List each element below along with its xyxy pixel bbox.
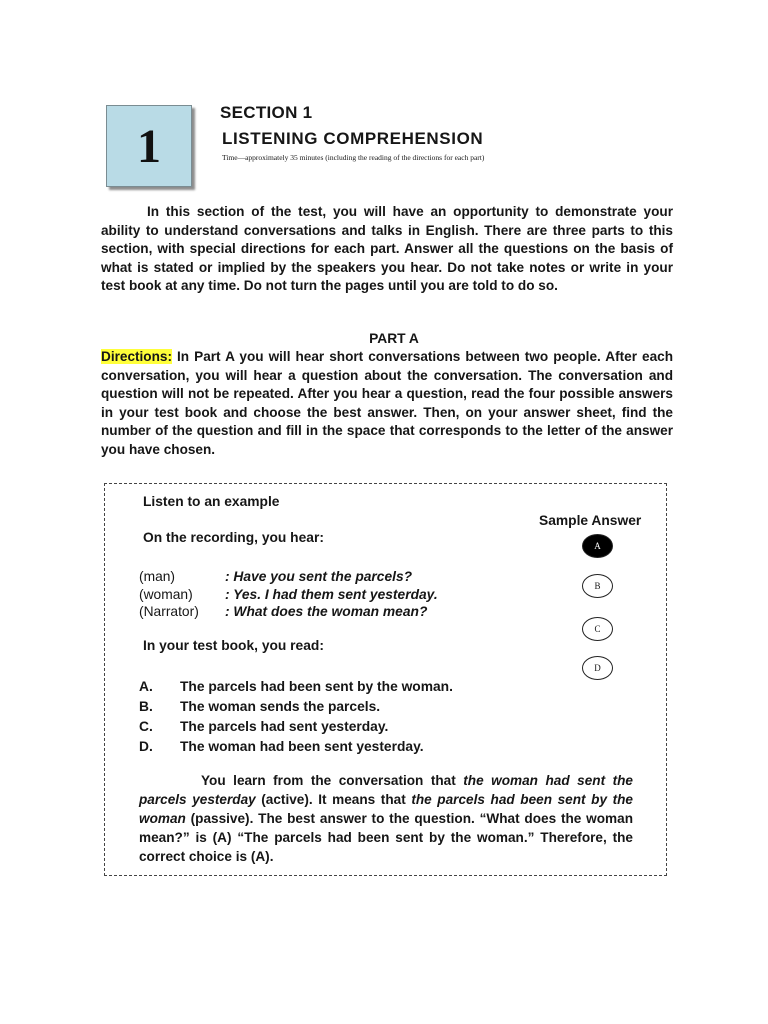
explanation-text: (passive). The best answer to the question. “What does the woman mean?” is (A) “The parcels had been sent by the woman.” Therefore, the correct choice is (A).	[139, 811, 633, 864]
choice-row	[139, 717, 453, 737]
listen-label: Listen to an example	[143, 494, 280, 509]
explanation-text: (active). It means that	[255, 792, 412, 807]
directions-label: Directions:	[101, 349, 173, 364]
choice-text: The parcels had been sent by the woman.	[180, 679, 453, 694]
directions-text: In Part A you will hear short conversations between two people. After each conversation, you will hear a question about the conversation. The conversation and question will not be repeated. After you hear a question, read the four possible answers in your test book and choose the best answer. Then, on your answer sheet, find the number of the question and fill in the space that corresponds to the letter of the answer you have chosen.	[101, 349, 673, 457]
dialog-line: : What does the woman mean?	[225, 604, 428, 619]
recording-label: On the recording, you hear:	[143, 530, 324, 545]
dialog	[139, 568, 438, 621]
section-label: SECTION 1	[220, 103, 313, 122]
dialog-line: : Have you sent the parcels?	[225, 569, 413, 584]
dialog-line: : Yes. I had them sent yesterday.	[225, 586, 438, 602]
answer-bubble-c: C	[582, 617, 613, 641]
choice-letter: B.	[139, 699, 153, 714]
answer-choices	[139, 677, 453, 757]
section-number-box	[106, 105, 192, 187]
choice-letter: A.	[139, 679, 153, 694]
choice-text: The parcels had sent yesterday.	[180, 719, 389, 734]
choice-row	[139, 737, 453, 757]
time-note: Time—approximately 35 minutes (including the reading of the directions for each part)	[222, 153, 485, 162]
dialog-speaker: (Narrator)	[139, 604, 199, 619]
choice-row	[139, 677, 453, 697]
dialog-row	[139, 586, 438, 604]
choice-letter: D.	[139, 739, 153, 754]
answer-bubble-d: D	[582, 656, 613, 680]
explanation-text: You learn from the conversation that	[201, 773, 464, 788]
dialog-speaker: (man)	[139, 569, 176, 584]
dialog-speaker: (woman)	[139, 586, 193, 602]
explanation-paragraph	[139, 771, 633, 866]
part-heading: PART A	[369, 331, 419, 346]
choice-text: The woman had been sent yesterday.	[180, 739, 424, 754]
dialog-row	[139, 568, 438, 586]
choice-row	[139, 697, 453, 717]
sample-answer-title: Sample Answer	[539, 513, 642, 528]
answer-bubble-a: A	[582, 534, 613, 558]
dialog-row	[139, 603, 438, 621]
test-book-label: In your test book, you read:	[143, 638, 324, 653]
choice-letter: C.	[139, 719, 153, 734]
directions-paragraph	[101, 348, 673, 460]
section-number: 1	[137, 119, 161, 173]
intro-paragraph: In this section of the test, you will have an opportunity to demonstrate your ability to understand conversations and talks in English. There are three parts to this section, with special directions for each part. Answer all the questions on the basis of what is stated or implied by the speakers you hear. Do not take notes or write in your test book at any time. Do not turn the pages until you are told to do so.	[101, 204, 673, 293]
choice-text: The woman sends the parcels.	[180, 699, 381, 714]
explanation-italic: the parcels had been sent by the woman	[139, 792, 633, 826]
section-title: LISTENING COMPREHENSION	[222, 129, 484, 148]
example-box	[104, 483, 667, 876]
answer-bubble-b: B	[582, 574, 613, 598]
explanation-italic: the woman had sent the parcels yesterday	[139, 773, 633, 807]
